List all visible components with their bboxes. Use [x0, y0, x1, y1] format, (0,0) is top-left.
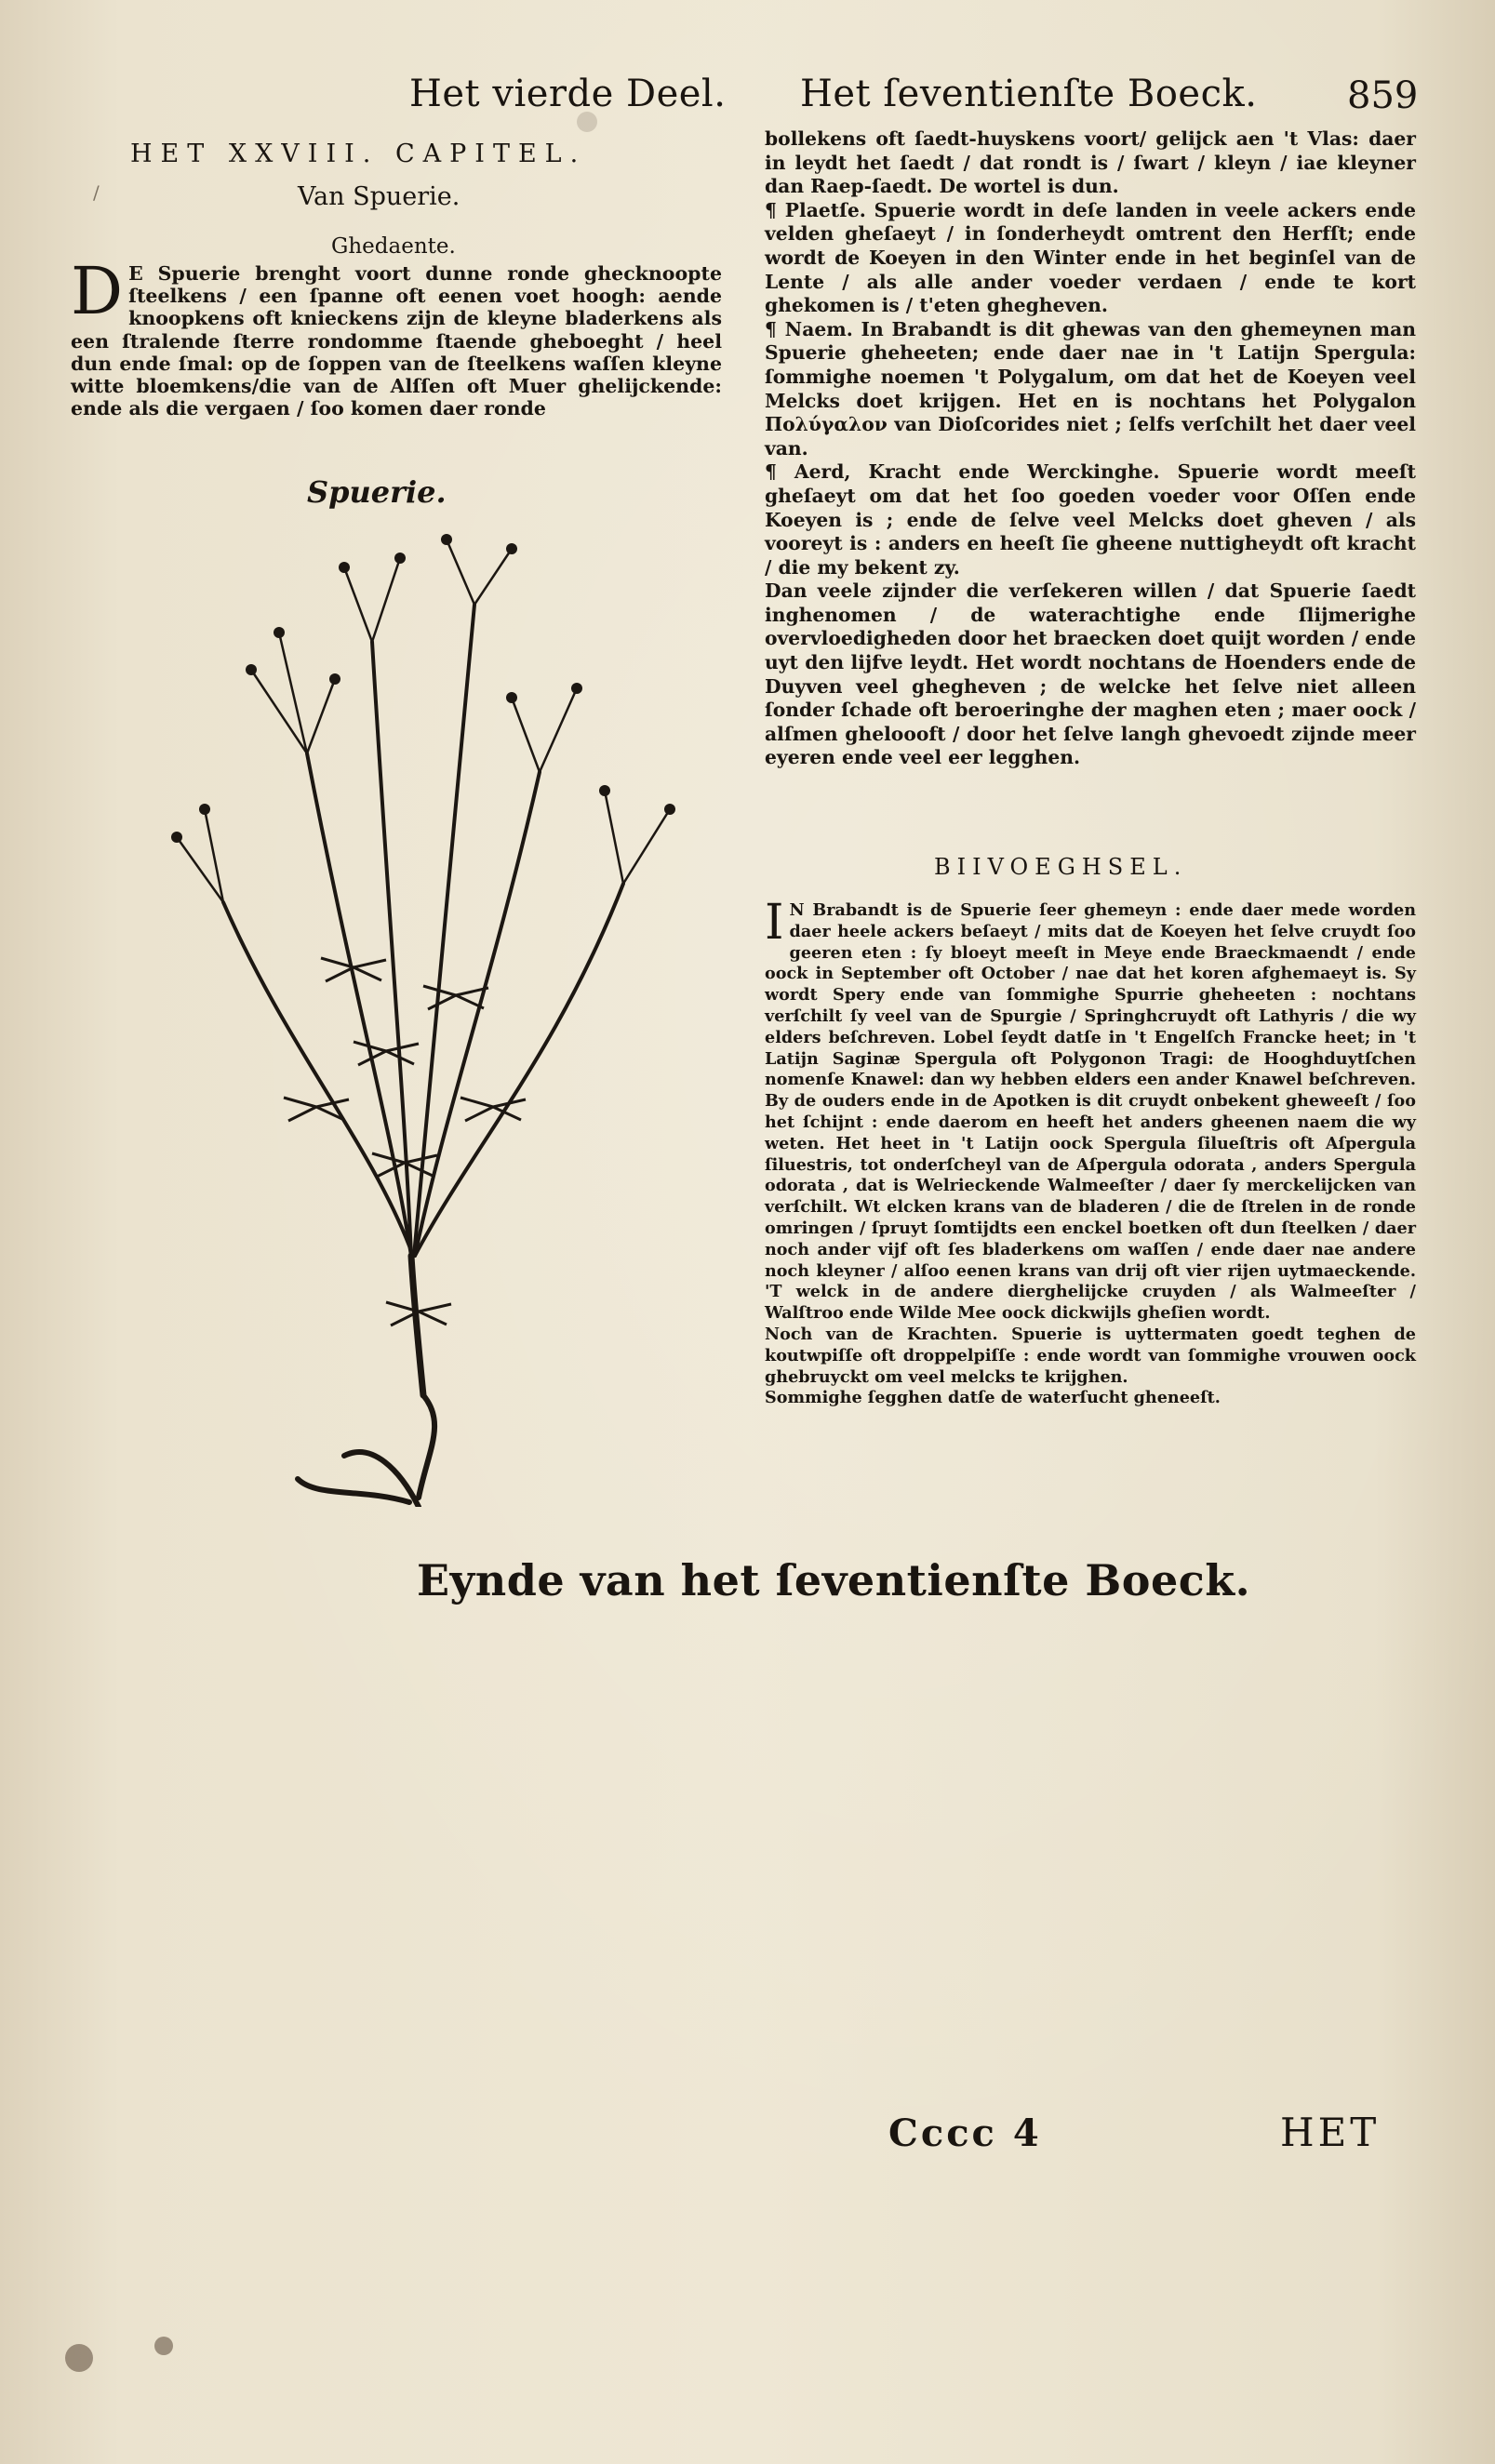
appendix-body: N Brabandt is de Spuerie ſeer ghemeyn : ende daer mede worden daer heele ackers beſaeyt / mits dat de Koeyen het ſelve cruydt ſoo geeren eten : ſy bloeyt meeſt in Meye ende Braeckmaendt / ende oock in September oft October / nae dat het koren afghemaeyt is. Sy wordt Spery ende van ſommighe Spurrie gheheeten : nochtans verſchilt ſy veel van de Spurgie / Springhcruydt oft Lathyris / die wy elders beſchreven. Lobel ſeydt datſe in 't Engelſch Francke heet; in 't Latijn Saginæ Spergula oft Polygonon Tragi: de Hooghduytſchen nomenſe Knawel: dan wy hebben elders een ander Knawel beſchreven. By de ouders ende in de Apotken is dit cruydt onbekent gheweeſt / ſoo het ſchijnt : ende daerom en heeft het anders gheenen naem die wy weten. Het heet in 't Latijn oock Spergula ſilueſtris oft Aſpergula ſiluestris, tot onderſcheyl van de Aſpergula odorata , anders Spergula odorata , dat is Welrieckende Walmeeſter / daer ſy merckelijcken van verſchilt. Wt elcken krans van de bladeren / die de ſtrelen in de ronde omringen / ſpruyt ſomtijdts een enckel boetken oft dun ſteelken / daer noch ander vijf oft ſes bladerkens om waſſen / ende daer nae andere noch kleyner / alſoo eenen krans van drij oft vier rijen uytmaeckende. 'T welck in de andere dierghelijcke cruyden / als Walmeeſter / Walſtroo ende Wilde Mee oock dickwijls gheſien wordt.: [765, 900, 1416, 1324]
signature-mark: Cccc 4: [888, 2111, 1042, 2155]
book-end-line: Eynde van het ſeventienſte Boeck.: [417, 1555, 1251, 1605]
right-column-text: [765, 127, 1416, 770]
paragraph-aerd: ¶ Aerd, Kracht ende Werckinghe. Spuerie wordt meeſt gheſaeyt om dat het ſoo goeden voeder voor Oſſen ende Koeyen is ; ende de ſelve veel Melcks doet gheven / als vooreyt is : anders en heeſt ſie gheene nuttigheydt oft kracht / die my bekent zy.: [765, 460, 1416, 579]
appendix-paragraph-1: [765, 895, 1416, 1325]
margin-mark: /: [93, 181, 100, 204]
appendix-text: [765, 895, 1416, 1409]
drop-cap: D: [71, 253, 124, 329]
running-head-right: Het ſeventienſte Boeck.: [800, 73, 1258, 115]
appendix-drop-cap: I: [765, 895, 784, 951]
paragraph-seed: bollekens oft ſaedt-huyskens voort/ gelijck aen 't Vlas: daer in leydt het ſaedt / dat rondt is / ſwart / kleyn / iae kleyner dan Raep-ſaedt. De wortel is dun.: [765, 127, 1416, 198]
catchword: HET: [1280, 2110, 1381, 2155]
paragraph-virtues: Dan veele zijnder die verſekeren willen / dat Spuerie ſaedt inghenomen / de waterachtighe ende ſlijmerighe overvloedigheden door het braecken doet quijt worden / ende uyt den lijfve leydt. Het wordt nochtans de Hoenders ende de Duyven veel ghegheven ; de welcke het ſelve niet alleen ſonder ſchade oft beroeringhe der maghen eten ; maer oock / alſmen gheloooft / door het ſelve langh ghevoedt zijnde meer eyeren ende veel eer legghen.: [765, 579, 1416, 769]
chapter-subtitle: Van Spuerie.: [298, 182, 461, 211]
appendix-paragraph-3: Sommighe ſegghen datſe de waterſucht gheneeſt.: [765, 1388, 1221, 1408]
running-head-left: Het vierde Deel.: [409, 73, 727, 115]
appendix-heading: BIIVOEGHSEL.: [934, 854, 1188, 880]
ink-stain: [154, 2337, 173, 2355]
ink-stain: [65, 2344, 93, 2372]
ink-stain: [577, 112, 597, 132]
description-text: [71, 253, 722, 420]
chapter-title: HET XXVIII. CAPITEL.: [130, 140, 587, 168]
paragraph-plaetse: ¶ Plaetſe. Spuerie wordt in deſe landen in veele ackers ende velden gheſaeyt / in ſonderheydt omtrent den Herfſt; ende wordt de Koeyen in den Winter ende in het beginſel van de Lente / als alle ander voeder verdaen / ende te kort ghekomen is / t'eten ghegheven.: [765, 198, 1416, 317]
section-heading: Ghedaente.: [331, 234, 456, 259]
plate-label: Spuerie.: [307, 474, 447, 510]
folio-number: 859: [1347, 74, 1419, 117]
spuerie-woodcut-illustration: [140, 530, 698, 1507]
appendix-paragraph-2: Noch van de Krachten. Spuerie is uyttermaten goedt teghen de koutwpiſſe oft droppelpiſſe : ende wordt van ſommighe vrouwen oock ghebruyckt om veel melcks te krijghen.: [765, 1324, 1416, 1387]
paragraph-naem: ¶ Naem. In Brabandt is dit ghewas van den ghemeynen man Spuerie gheheeten; ende daer nae in 't Latijn Spergula: ſommighe noemen 't Polygalum, om dat het de Koeyen veel Melcks doet krijgen. Het en is nochtans het Polygalon Πολύγαλον van Dioſcorides niet ; ſelfs verſchilt het daer veel van.: [765, 317, 1416, 460]
description-body: E Spuerie brenght voort dunne ronde ghecknoopte ſteelkens / een ſpanne oft eenen voet hoogh: aende knoopkens oft knieckens zijn de kleyne bladerkens als een ſtralende ſterre rondomme ſtaende gheboeght / heel dun ende ſmal: op de ſoppen van de ſteelkens waſſen kleyne witte bloemkens/die van de Alſſen oft Muer ghelijckende: ende als die vergaen / ſoo komen daer ronde: [71, 262, 722, 420]
